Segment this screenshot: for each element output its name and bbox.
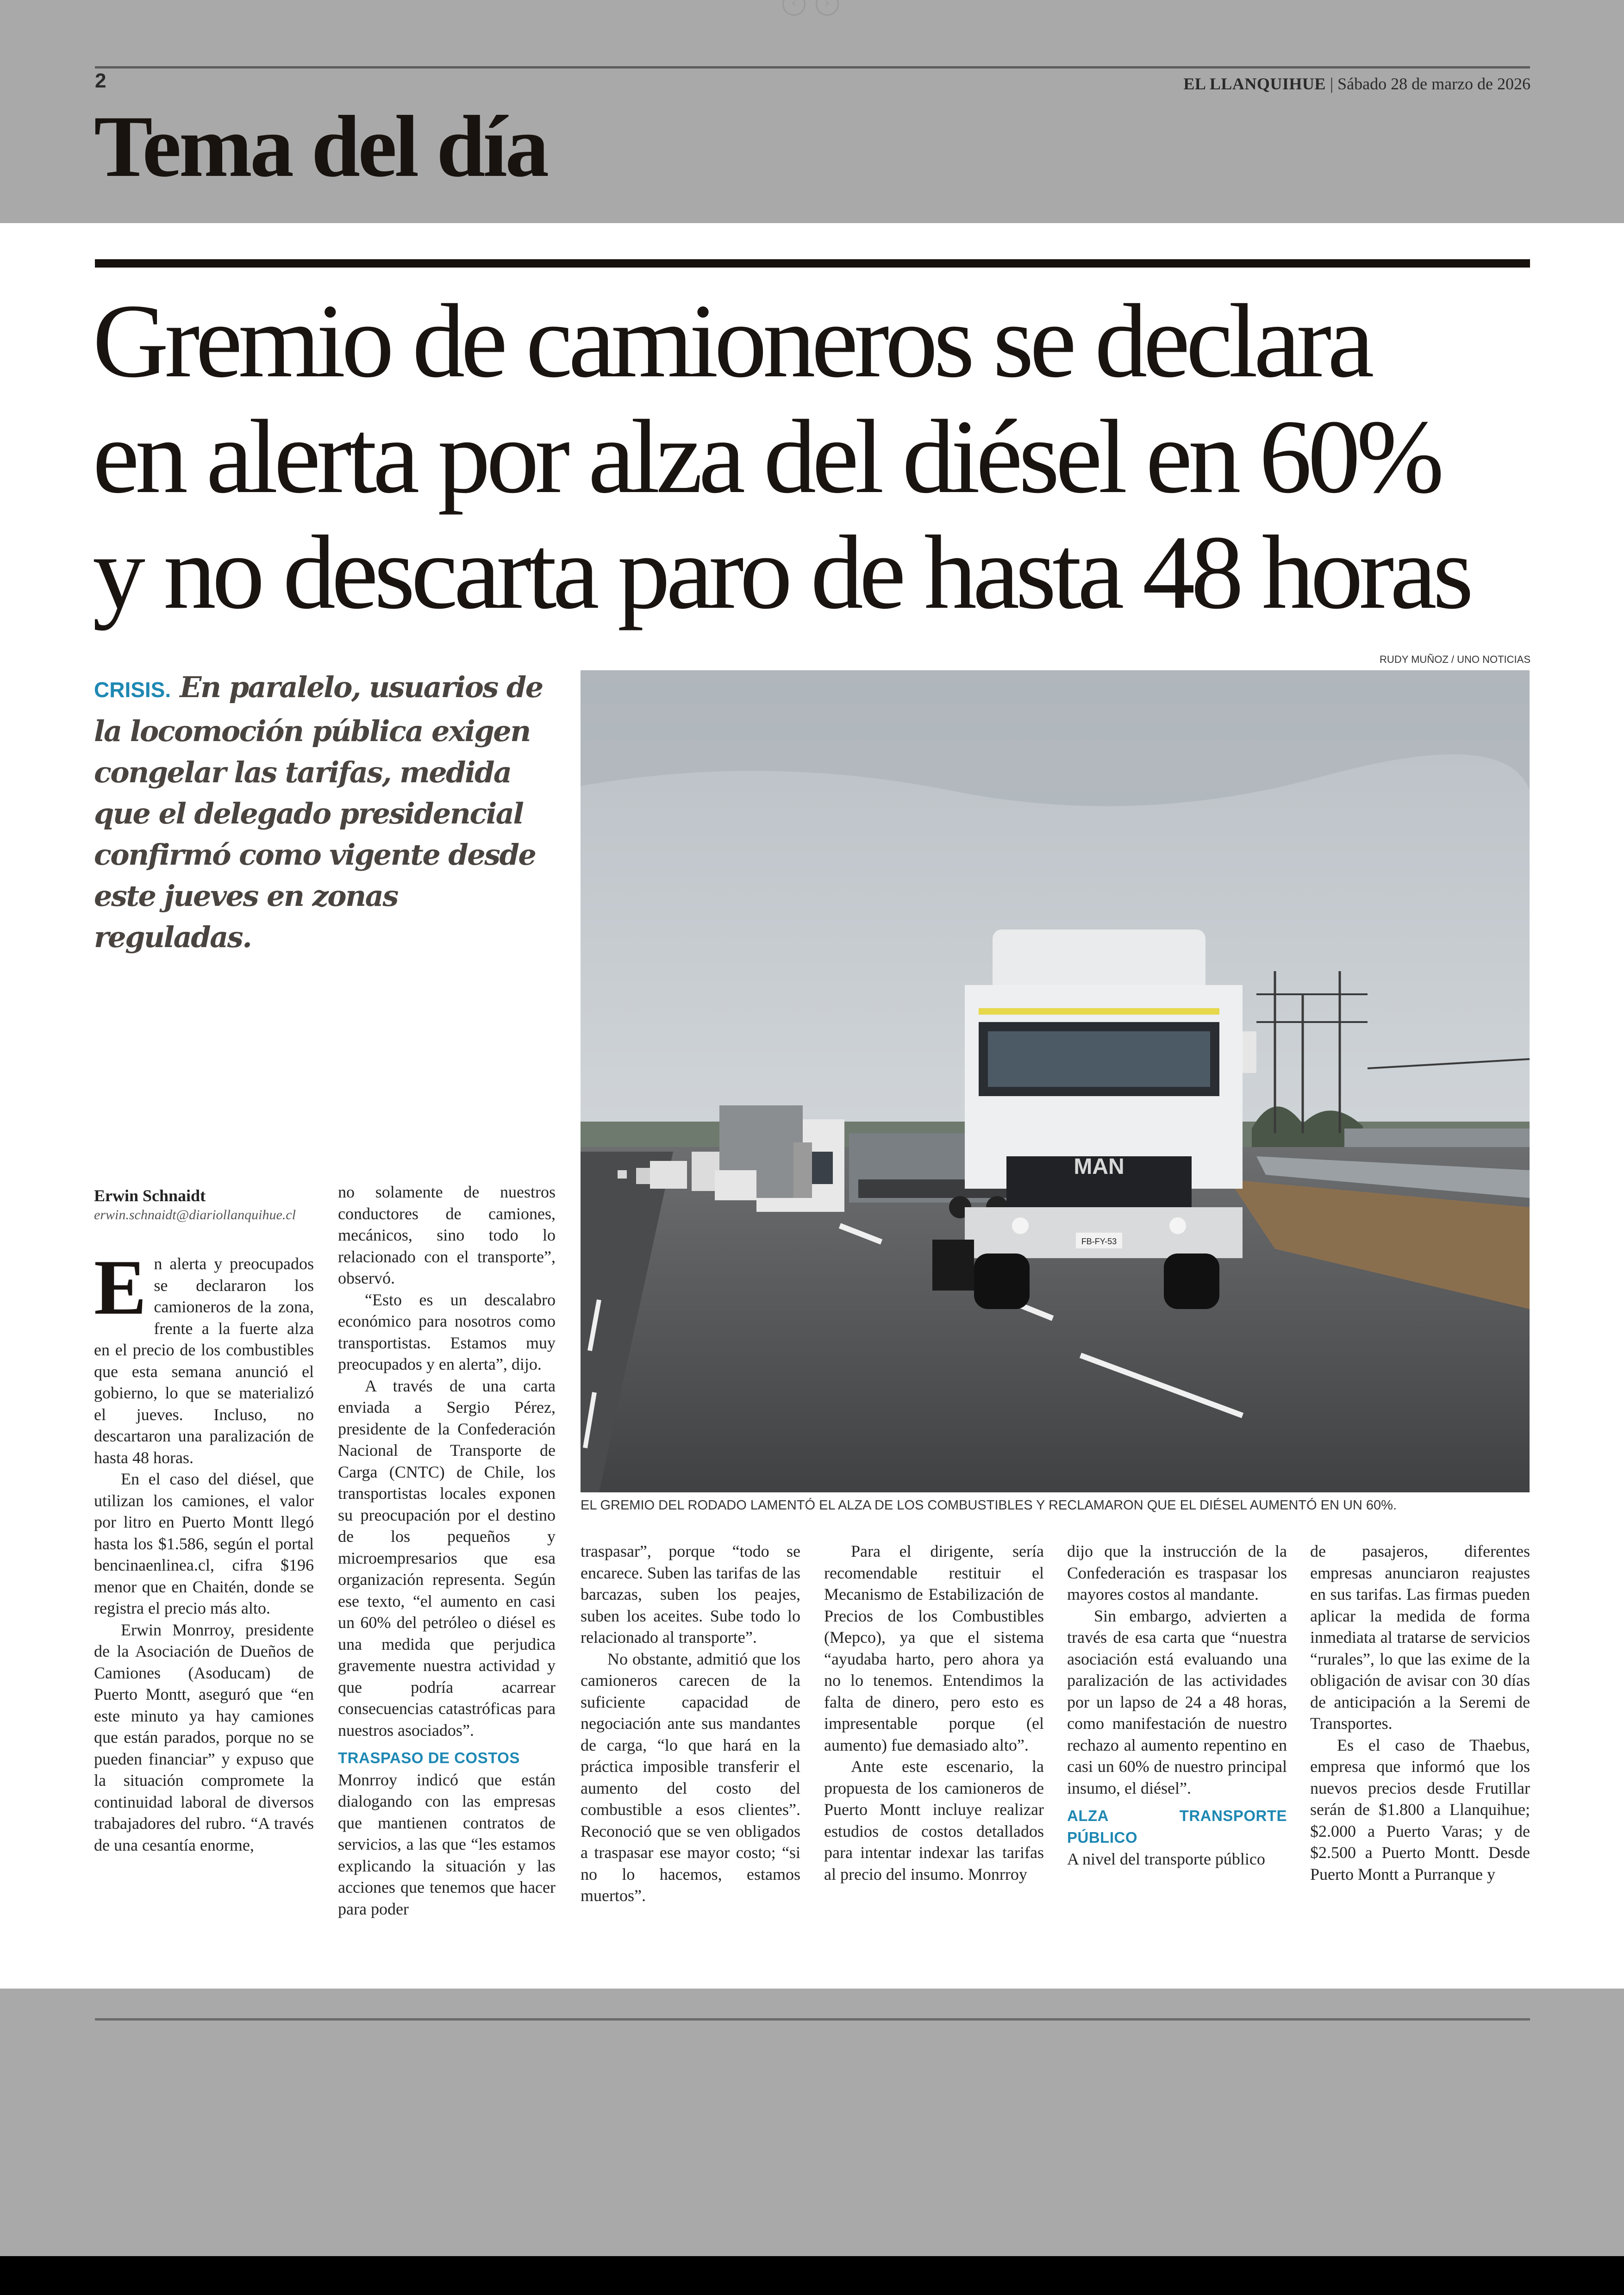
dek bbox=[94, 667, 552, 958]
paragraph: A través de una carta enviada a Sergio Pérez, presidente de la Confederación Nacional de Transporte de Carga (CNTC) de Chile, los transportistas locales exponen su preocupación por el destino de los pequeños y microempresarios que esa organización representa. Según ese texto, “el aumento en casi un 60% del petróleo o diésel es una medida que perjudica gravemente nuestra actividad y que podría acarrear consecuencias catastróficas para nuestros asociados”. bbox=[338, 1376, 556, 1740]
headline-line: Gremio de camioneros se declara bbox=[93, 283, 1370, 399]
article-column-1 bbox=[94, 1244, 314, 1856]
article-column-3 bbox=[581, 1540, 800, 1907]
paragraph: En el caso del diésel, que utilizan los camiones, el valor por litro en Puerto Montt llegó hasta los $1.586, según el portal bencinaenlinea.cl, cifra $196 menor que en Chaitén, donde se registra el precio más alto. bbox=[94, 1470, 314, 1617]
photo-credit: RUDY MUÑOZ / UNO NOTICIAS bbox=[1380, 654, 1530, 665]
paragraph: No obstante, admitió que los camioneros carecen de la suficiente capacidad de negociación ante sus mandantes de carga, “lo que hará en la práctica imposible transferir el aumento del costo del combustible a esos clientes”. Reconoció que se ven obligados a traspasar ese mayor costo; “si no lo hacemos, estamos muertos”. bbox=[581, 1649, 800, 1905]
license-plate: FB-FY-53 bbox=[1081, 1237, 1117, 1246]
paragraph: no solamente de nuestros conductores de camiones, mecánicos, sino todo lo relacionado con el transporte”, observó. bbox=[338, 1183, 556, 1287]
paragraph-text: n alerta y preocupados se declararon los camioneros de la zona, frente a la fuerte alza en el precio de los combustibles que esta semana anunció el gobierno, lo que se materializó el jueves. Incluso, no descartaron una paralización de hasta 48 horas. bbox=[94, 1254, 314, 1467]
photo-caption: EL GREMIO DEL RODADO LAMENTÓ EL ALZA DE LOS COMBUSTIBLES Y RECLAMARON QUE EL DIÉSEL AUMENTÓ EN UN 60%. bbox=[581, 1498, 1397, 1513]
page-footer-band bbox=[0, 1989, 1624, 2256]
paragraph: Monrroy indicó que están dialogando con las empresas que mantienen contratos de servicios, a las que “les estamos explicando la situación y las acciones que tenemos que hacer para poder bbox=[338, 1770, 556, 1918]
paragraph: de pasajeros, diferentes empresas anunciaron reajustes en sus tarifas. Las firmas pueden aplicar la medida de forma inmediata al tratarse de servicios “rurales”, lo que las exime de la obligación de avisar con 30 días de anticipación a la Seremi de Transportes. bbox=[1310, 1542, 1530, 1733]
next-page-icon[interactable]: › bbox=[816, 0, 839, 16]
truck-brand-label: MAN bbox=[1074, 1154, 1124, 1179]
article-photo bbox=[581, 670, 1530, 1492]
headline-line: y no descarta paro de hasta 48 horas bbox=[93, 514, 1470, 631]
paragraph: Sin embargo, advierten a través de esa carta que “nuestra asociación está evaluando una paralización de las actividades por un lapso de 24 a 48 horas, como manifestación de nuestro rechazo al aumento repentino en casi un 60% de nuestro principal insumo, el diésel”. bbox=[1067, 1606, 1287, 1797]
paragraph: Erwin Monrroy, presidente de la Asociación de Dueños de Camiones (Asoducam) de Puerto Montt, aseguró que “en este minuto ya hay camiones que están parados, porque no se pueden financiar” y expuso que la situación compromete la continuidad laboral de diversos trabajadores del rubro. “A través de una cesantía enorme, bbox=[94, 1620, 314, 1854]
dek-kicker: CRISIS. bbox=[94, 678, 171, 702]
section-title: Tema del día bbox=[94, 98, 547, 195]
article-column-4 bbox=[824, 1540, 1044, 1885]
author-email[interactable]: erwin.schnaidt@diariollanquihue.cl bbox=[94, 1207, 296, 1222]
folio-separator: | bbox=[1330, 75, 1334, 93]
page-number: 2 bbox=[95, 69, 106, 92]
folio bbox=[1183, 74, 1530, 94]
paragraph: Para el dirigente, sería recomendable restituir el Mecanismo de Estabilización de Precios de los Combustibles (Mepco), ya que el sistema “ayudaba harto, pero ahora ya no lo tenemos. Entendimos la falta de dinero, pero esto es impresentable porque (el aumento) fue demasiado alto”. bbox=[824, 1542, 1044, 1754]
subheading: TRASPASO DE COSTOS bbox=[338, 1749, 520, 1766]
paragraph: Ante este escenario, la propuesta de los camioneros de Puerto Montt incluye realizar estudios de costos detallados para intentar indexar las tarifas al precio del insumo. Monrroy bbox=[824, 1757, 1044, 1883]
issue-date: Sábado 28 de marzo de 2026 bbox=[1337, 75, 1530, 93]
headline-rule bbox=[95, 259, 1530, 268]
headline-line: en alerta por alza del diésel en 60% bbox=[93, 399, 1440, 515]
publication-name: EL LLANQUIHUE bbox=[1183, 75, 1326, 93]
next-page-rule bbox=[95, 2018, 1530, 2021]
subheading: ALZA TRANSPORTE PÚBLICO bbox=[1067, 1807, 1287, 1846]
article-column-5 bbox=[1067, 1540, 1287, 1870]
paragraph: Es el caso de Thaebus, empresa que informó que los nuevos precios desde Frutillar serán de $1.800 a Llanquihue; $2.000 a Puerto Varas; y de $2.500 a Puerto Montt. Desde Puerto Montt a Purranque y bbox=[1310, 1735, 1530, 1883]
byline bbox=[94, 1186, 316, 1223]
paragraph bbox=[94, 1244, 314, 1468]
dek-text: En paralelo, usuarios de la locomoción pública exigen congelar las tarifas, medida que el delegado presidencial confirmó como vigente desde este jueves en zonas reguladas. bbox=[94, 670, 543, 954]
paragraph: dijo que la instrucción de la Confederación es traspasar los mayores costos al mandante. bbox=[1067, 1542, 1287, 1603]
previous-page-icon[interactable]: ‹ bbox=[782, 0, 806, 16]
article-column-6 bbox=[1310, 1540, 1530, 1885]
author-name: Erwin Schnaidt bbox=[94, 1186, 206, 1205]
paragraph: traspasar”, porque “todo se encarece. Suben las tarifas de las barcazas, suben los peajes, suben los aceites. Sube todo lo relacionado al transporte”. bbox=[581, 1542, 800, 1646]
header-rule bbox=[95, 66, 1530, 69]
paragraph: A nivel del transporte público bbox=[1067, 1850, 1265, 1868]
viewer-page-nav bbox=[782, 0, 843, 14]
drop-cap: E bbox=[94, 1244, 147, 1331]
headline bbox=[93, 283, 1555, 630]
viewer-bottom-bar bbox=[0, 2256, 1624, 2295]
paragraph: “Esto es un descalabro económico para nosotros como transportistas. Estamos muy preocupados y en alerta”, dijo. bbox=[338, 1290, 556, 1373]
article-column-2 bbox=[338, 1181, 556, 1920]
